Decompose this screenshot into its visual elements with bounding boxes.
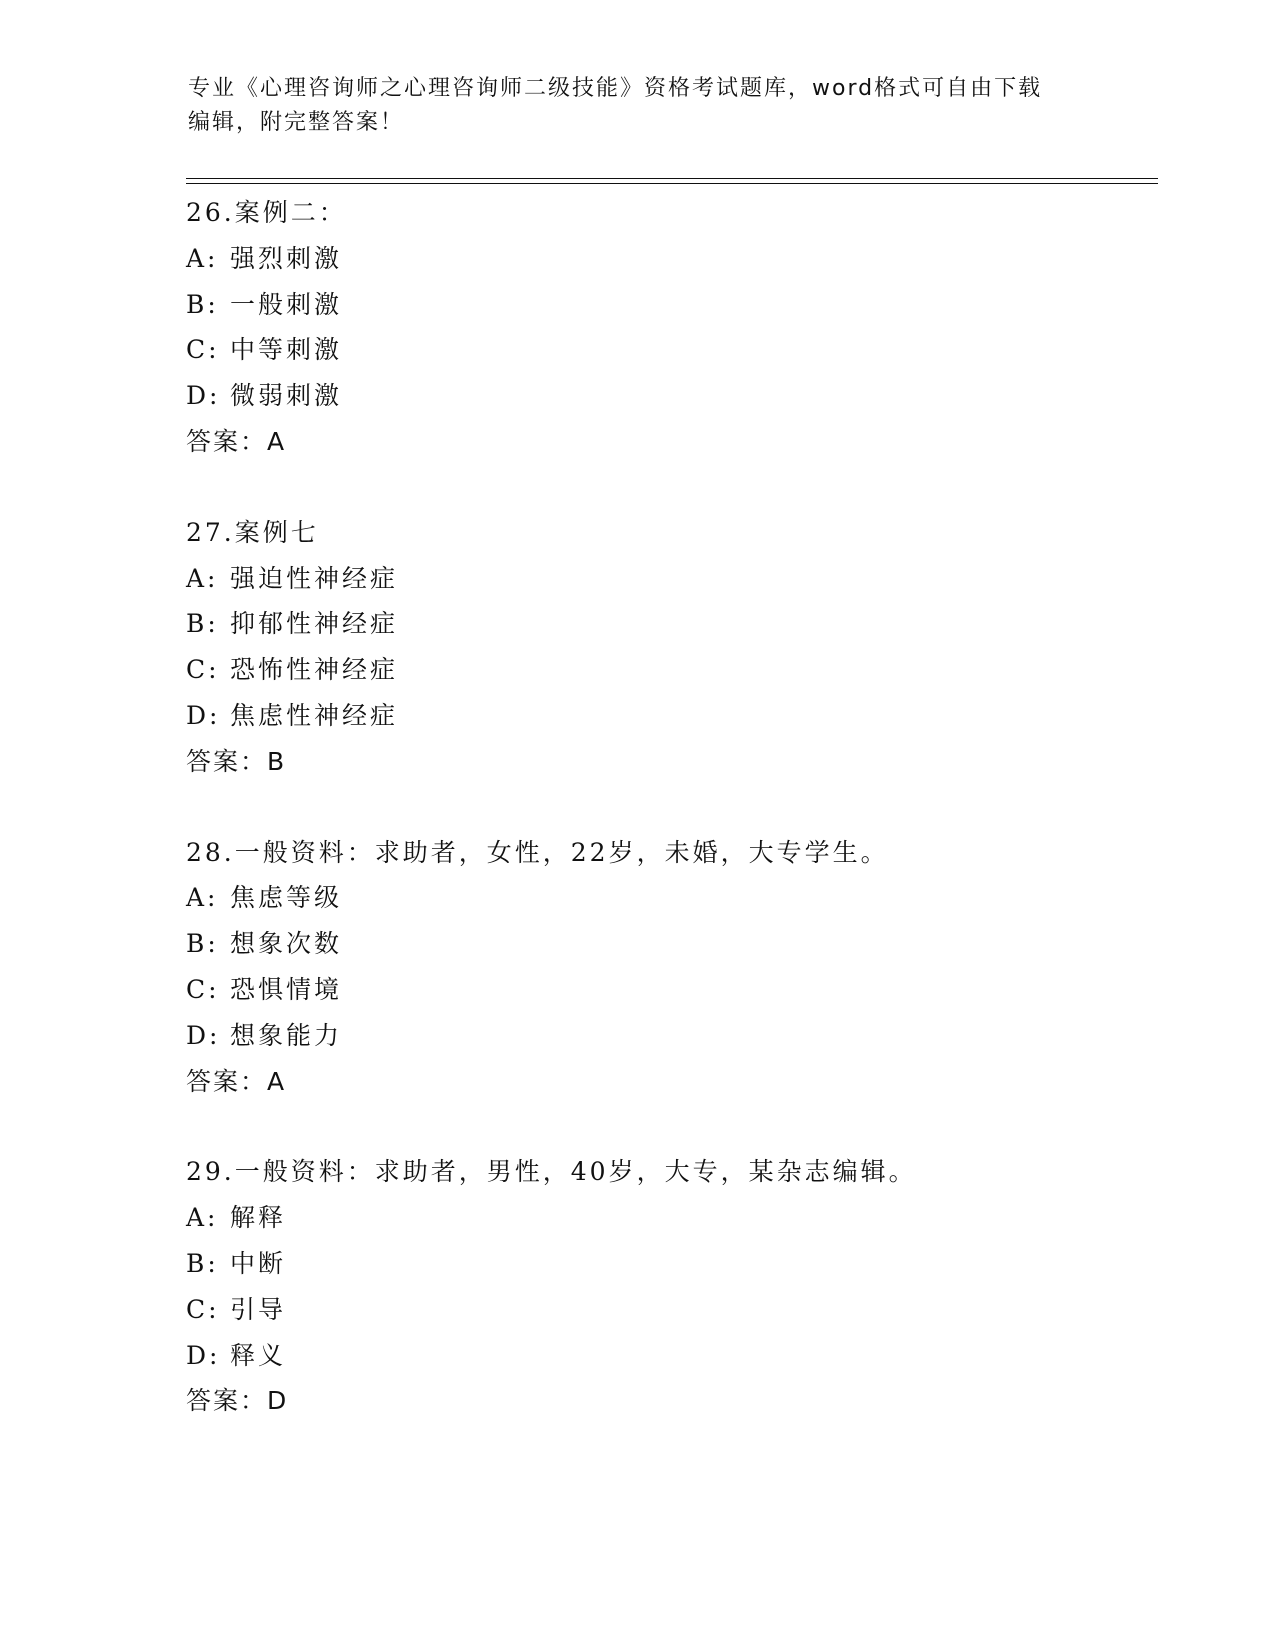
option-text: 想象能力 <box>230 1020 343 1050</box>
question-27 <box>186 510 1146 785</box>
question-title: 27.案例七 <box>186 517 319 547</box>
answer-line: 答案：D <box>186 1386 289 1416</box>
option-text: 强迫性神经症 <box>230 563 399 593</box>
option-letter: A: <box>186 883 219 913</box>
option-c <box>186 647 1146 693</box>
option-text: 恐怖性神经症 <box>230 655 399 685</box>
header-line-2: 编辑，附完整答案！ <box>188 110 405 135</box>
option-text: 强烈刺激 <box>230 243 343 273</box>
option-text: 引导 <box>230 1294 287 1324</box>
option-d <box>186 1333 1146 1379</box>
option-letter: B: <box>186 1248 219 1278</box>
option-text: 解释 <box>230 1203 287 1233</box>
option-letter: B: <box>186 609 219 639</box>
answer-line: 答案：A <box>186 426 287 456</box>
answer-line: 答案：A <box>186 1066 287 1096</box>
option-a <box>186 875 1146 921</box>
option-letter: B: <box>186 929 219 959</box>
option-text: 中等刺激 <box>230 335 343 365</box>
option-b <box>186 601 1146 647</box>
header-divider-bottom <box>186 183 1158 184</box>
header-line-1: 专业《心理咨询师之心理咨询师二级技能》资格考试题库，word格式可自由下载 <box>188 76 1043 101</box>
option-letter: A: <box>186 1203 219 1233</box>
option-d <box>186 373 1146 419</box>
option-letter: D: <box>186 1340 221 1370</box>
option-c <box>186 967 1146 1013</box>
option-letter: D: <box>186 1020 221 1050</box>
option-letter: D: <box>186 700 221 730</box>
option-d <box>186 1013 1146 1059</box>
option-b <box>186 282 1146 328</box>
question-title: 26.案例二： <box>186 198 347 227</box>
option-b <box>186 921 1146 967</box>
question-29 <box>186 1149 1146 1424</box>
option-d <box>186 693 1146 739</box>
option-c <box>186 327 1146 373</box>
answer-line: 答案：B <box>186 746 287 776</box>
question-title: 28.一般资料：求助者，女性，22岁，未婚，大专学生。 <box>186 837 889 867</box>
option-a <box>186 556 1146 602</box>
header-divider-top <box>186 178 1158 179</box>
option-letter: A: <box>186 563 219 593</box>
option-letter: C: <box>186 335 220 365</box>
option-text: 抑郁性神经症 <box>230 609 399 639</box>
option-a <box>186 236 1146 282</box>
option-text: 释义 <box>230 1340 287 1370</box>
question-list <box>186 190 1146 1469</box>
option-letter: C: <box>186 974 220 1004</box>
option-letter: D: <box>186 381 221 411</box>
option-a <box>186 1195 1146 1241</box>
option-b <box>186 1241 1146 1287</box>
option-text: 中断 <box>230 1248 287 1278</box>
option-text: 焦虑等级 <box>230 883 343 913</box>
option-text: 微弱刺激 <box>230 381 343 411</box>
option-c <box>186 1287 1146 1333</box>
question-28 <box>186 830 1146 1105</box>
document-header <box>188 72 1088 140</box>
option-letter: B: <box>186 289 219 319</box>
option-letter: C: <box>186 655 220 685</box>
question-26 <box>186 190 1146 465</box>
option-text: 恐惧情境 <box>230 974 343 1004</box>
option-text: 一般刺激 <box>230 289 343 319</box>
option-letter: A: <box>186 243 219 273</box>
option-letter: C: <box>186 1294 220 1324</box>
question-title: 29.一般资料：求助者，男性，40岁，大专，某杂志编辑。 <box>186 1157 917 1187</box>
option-text: 焦虑性神经症 <box>230 700 399 730</box>
option-text: 想象次数 <box>230 929 343 959</box>
